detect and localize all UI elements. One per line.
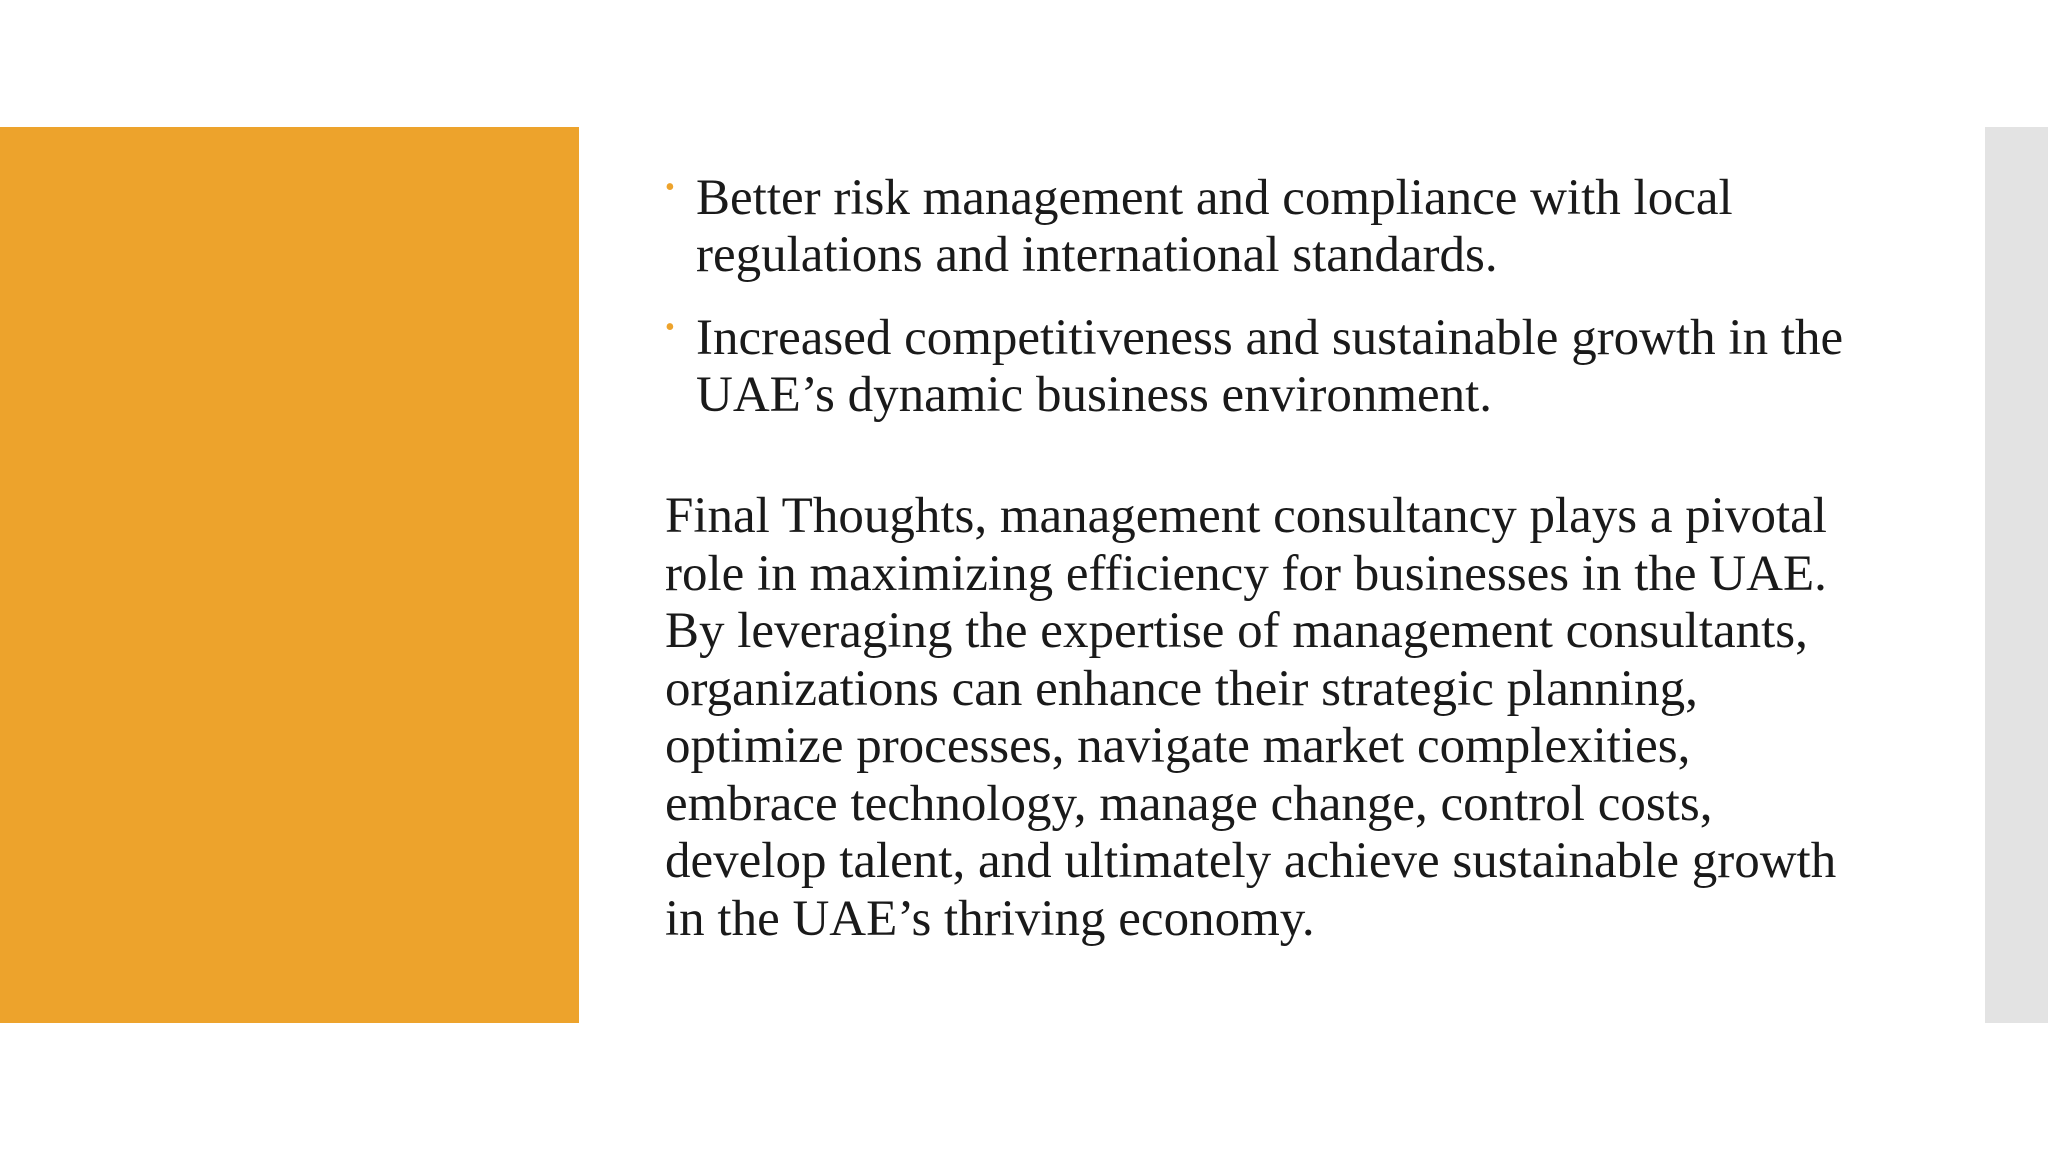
bullet-text: Increased competitiveness and sustainable growth in the UAE’s dynamic business environment. [696,310,1844,423]
bullet-dot-icon: • [665,312,675,343]
bullet-text: Better risk management and compliance with local regulations and international standards. [696,170,1733,283]
slide-content [665,170,1865,948]
accent-color-block [0,127,579,1023]
right-side-strip [1985,127,2048,1023]
bullet-item [665,310,1865,424]
bullet-dot-icon: • [665,172,675,203]
bullet-item [665,170,1865,284]
final-thoughts-paragraph: Final Thoughts, management consultancy plays a pivotal role in maximizing efficiency for businesses in the UAE. By leveraging the expertise of management consultants, organizations can enhance their strategic planning, optimize processes, navigate market complexities, embrace technology, manage change, control costs, develop talent, and ultimately achieve sustainable growth in the UAE’s thriving economy. [665,488,1837,947]
bullet-list [665,170,1865,424]
